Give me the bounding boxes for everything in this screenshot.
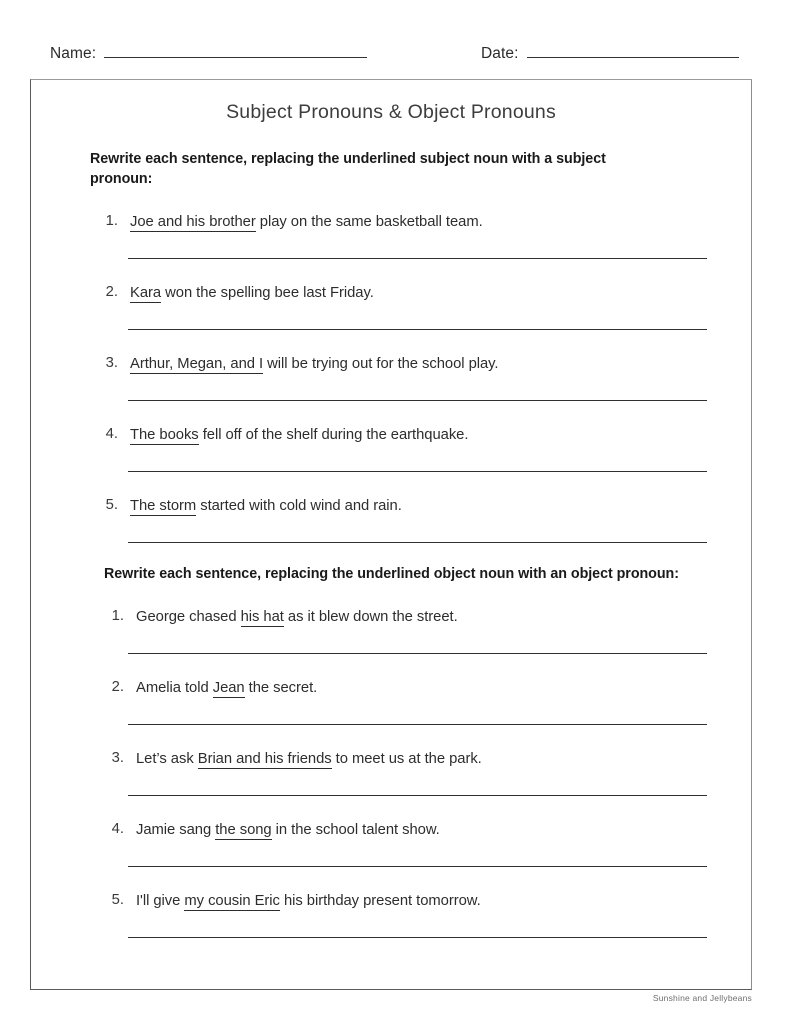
answer-write-line[interactable]: [128, 329, 707, 330]
question-sentence: [130, 426, 468, 445]
question-sentence: [136, 750, 482, 769]
sentence-suffix: started with cold wind and rain.: [196, 498, 402, 514]
question-sentence: [136, 821, 440, 840]
object-question-list: [104, 608, 751, 963]
question-number: 5.: [111, 892, 124, 908]
question-item: [98, 497, 751, 568]
question-sentence: [136, 679, 317, 698]
sentence-suffix: fell off of the shelf during the earthquake.: [198, 427, 469, 443]
question-number: 1.: [111, 608, 124, 624]
section-object-instructions: Rewrite each sentence, replacing the underlined object noun with an object pronoun:: [104, 566, 679, 582]
question-item: [98, 213, 751, 284]
underlined-noun: The storm: [130, 498, 197, 514]
answer-write-line[interactable]: [128, 724, 707, 725]
sentence-suffix: in the school talent show.: [271, 822, 440, 838]
sentence-suffix: won the spelling bee last Friday.: [161, 285, 374, 301]
sentence-prefix: George chased: [136, 609, 241, 625]
sentence-prefix: I'll give: [136, 893, 185, 909]
name-label: Name:: [50, 45, 97, 62]
section-object-pronouns: [31, 564, 751, 963]
question-item: [104, 679, 751, 750]
answer-write-line[interactable]: [128, 795, 707, 796]
question-number: 2.: [105, 284, 118, 300]
sentence-prefix: Let’s ask: [136, 751, 198, 767]
page-title: Subject Pronouns & Object Pronouns: [226, 101, 556, 123]
worksheet-container: [30, 79, 752, 990]
section-subject-instructions: Rewrite each sentence, replacing the underlined subject noun with a subject pronoun:: [90, 151, 606, 187]
question-item: [104, 608, 751, 679]
underlined-noun: my cousin Eric: [184, 893, 280, 909]
answer-write-line[interactable]: [128, 258, 707, 259]
underlined-noun: The books: [130, 427, 199, 443]
sentence-suffix: play on the same basketball team.: [255, 214, 483, 230]
underlined-noun: Brian and his friends: [197, 751, 332, 767]
name-field[interactable]: [50, 44, 367, 63]
underlined-noun: his hat: [240, 609, 284, 625]
sentence-prefix: Amelia told: [136, 680, 213, 696]
sentence-suffix: will be trying out for the school play.: [263, 356, 499, 372]
question-number: 2.: [111, 679, 124, 695]
answer-write-line[interactable]: [128, 866, 707, 867]
sentence-suffix: his birthday present tomorrow.: [279, 893, 481, 909]
underlined-noun: Arthur, Megan, and I: [130, 356, 264, 372]
question-sentence: [130, 355, 499, 374]
answer-write-line[interactable]: [128, 937, 707, 938]
date-label: Date:: [481, 45, 519, 62]
question-sentence: [136, 892, 481, 911]
question-item: [104, 750, 751, 821]
question-sentence: [130, 284, 374, 303]
footer-credit: Sunshine and Jellybeans: [652, 993, 752, 1003]
question-item: [98, 284, 751, 355]
question-item: [104, 821, 751, 892]
question-sentence: [136, 608, 458, 627]
answer-write-line[interactable]: [128, 471, 707, 472]
answer-write-line[interactable]: [128, 542, 707, 543]
question-sentence: [130, 497, 402, 516]
sentence-suffix: as it blew down the street.: [283, 609, 458, 625]
answer-write-line[interactable]: [128, 653, 707, 654]
question-number: 3.: [111, 750, 124, 766]
underlined-noun: Kara: [130, 285, 162, 301]
question-item: [98, 355, 751, 426]
header-fields-row: [0, 44, 791, 72]
date-field[interactable]: [481, 44, 739, 63]
date-write-line[interactable]: [527, 44, 739, 58]
sentence-suffix: the secret.: [244, 680, 318, 696]
question-number: 5.: [105, 497, 118, 513]
question-number: 4.: [111, 821, 124, 837]
sentence-suffix: to meet us at the park.: [331, 751, 482, 767]
question-number: 1.: [105, 213, 118, 229]
section-subject-pronouns: [31, 149, 751, 568]
question-number: 4.: [105, 426, 118, 442]
question-number: 3.: [105, 355, 118, 371]
subject-question-list: [98, 213, 751, 568]
question-item: [104, 892, 751, 963]
question-item: [98, 426, 751, 497]
question-sentence: [130, 213, 483, 232]
answer-write-line[interactable]: [128, 400, 707, 401]
underlined-noun: the song: [215, 822, 272, 838]
underlined-noun: Joe and his brother: [130, 214, 256, 230]
underlined-noun: Jean: [212, 680, 245, 696]
name-write-line[interactable]: [104, 44, 367, 58]
sentence-prefix: Jamie sang: [136, 822, 216, 838]
